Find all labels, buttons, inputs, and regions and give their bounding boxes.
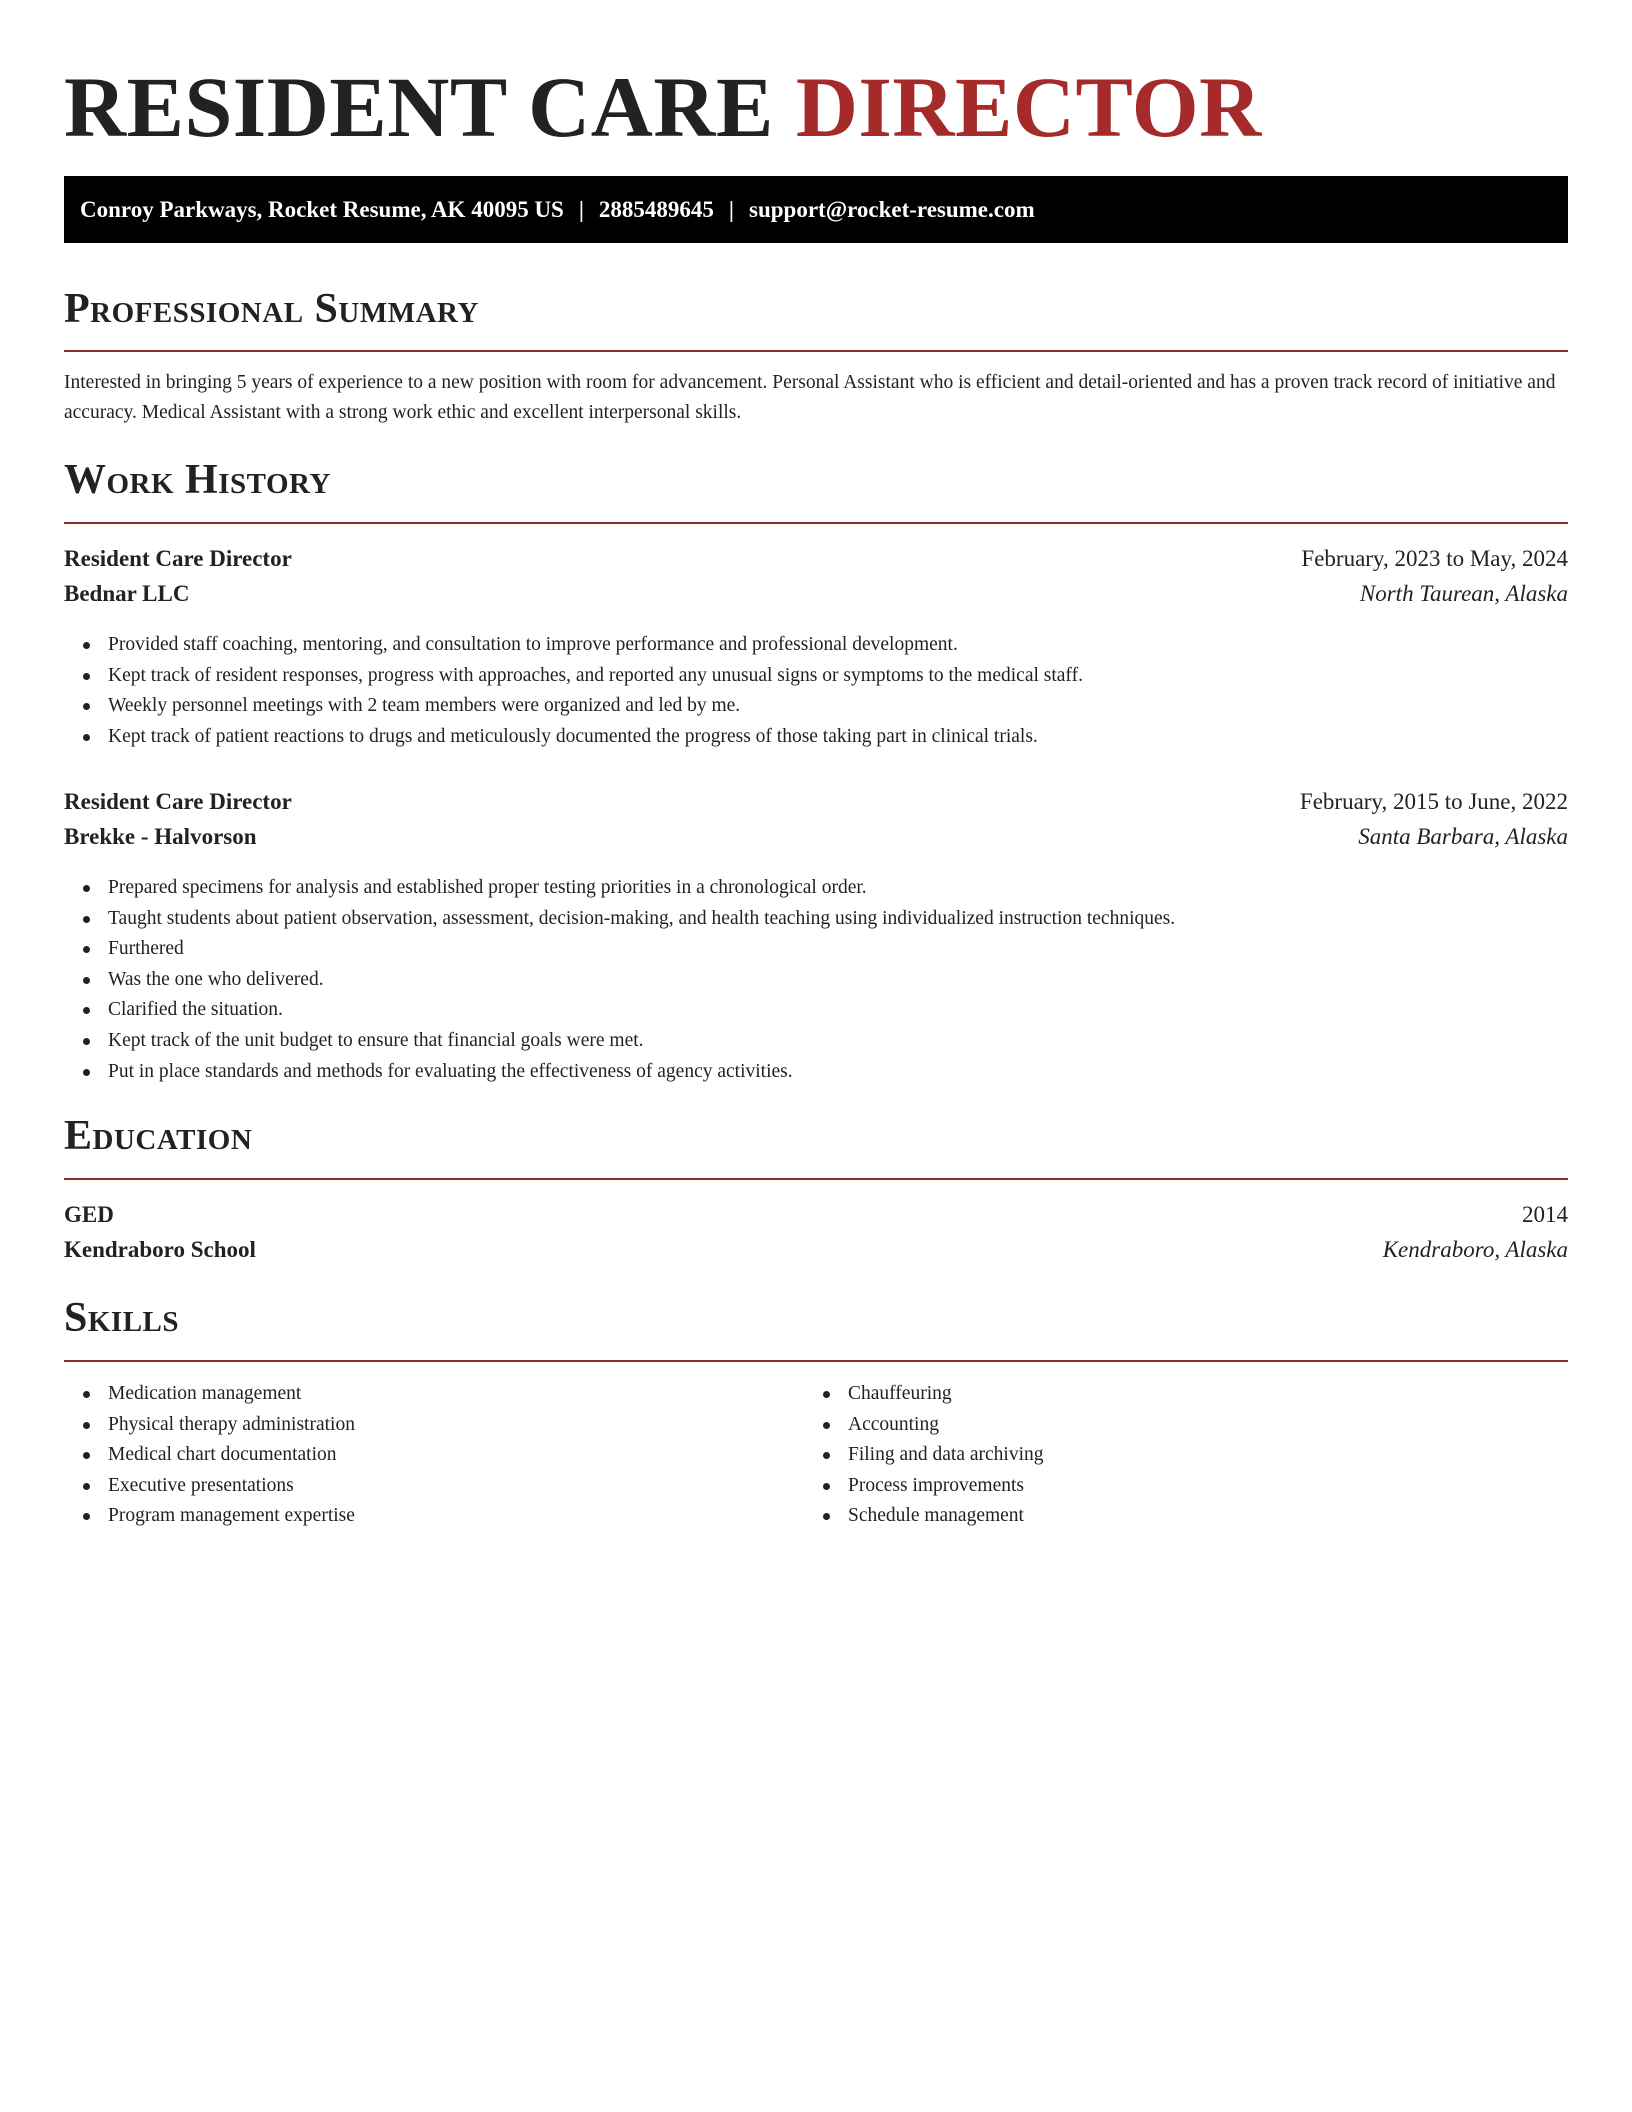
- list-item: Weekly personnel meetings with 2 team members were organized and led by me.: [108, 691, 1083, 722]
- list-item: Taught students about patient observation, assessment, decision-making, and health teaching using individualized instruction techniques.: [108, 904, 1175, 935]
- contact-phone: 2885489645: [598, 196, 714, 222]
- job-location: North Taurean, Alaska: [1359, 581, 1568, 606]
- summary-text: Interested in bringing 5 years of experience to a new position with room for advancement. Personal Assistant who is efficient and detail-oriented and has a proven track record of initiative and accuracy. Medical Assistant with a strong work ethic and excellent interpersonal skills.: [64, 372, 1556, 423]
- section-divider: [64, 350, 1568, 352]
- skill-item: Executive presentations: [108, 1471, 355, 1502]
- education-subheader: [64, 1235, 1568, 1265]
- title-accent: DIRECTOR: [795, 59, 1262, 155]
- section-divider: [64, 1178, 1568, 1180]
- list-item: Kept track of the unit budget to ensure that financial goals were met.: [108, 1026, 1175, 1057]
- education-school: Kendraboro School: [64, 1237, 256, 1262]
- education-header: [64, 1200, 1568, 1230]
- job-1-header: [64, 544, 1568, 574]
- skill-item: Filing and data archiving: [848, 1440, 1044, 1471]
- job-dates: February, 2015 to June, 2022: [1299, 789, 1568, 814]
- job-1-bullets: [64, 630, 1083, 752]
- skills-heading: Skills: [64, 1295, 180, 1341]
- job-title: Resident Care Director: [64, 546, 292, 571]
- list-item: Kept track of resident responses, progress with approaches, and reported any unusual signs or symptoms to the medical staff.: [108, 661, 1083, 692]
- education-degree: GED: [64, 1202, 114, 1227]
- title-main: RESIDENT CARE: [64, 59, 796, 155]
- list-item: Clarified the situation.: [108, 995, 1175, 1026]
- contact-email: support@rocket-resume.com: [749, 196, 1035, 222]
- job-title: Resident Care Director: [64, 789, 292, 814]
- job-location: Santa Barbara, Alaska: [1358, 824, 1568, 849]
- list-item: Provided staff coaching, mentoring, and consultation to improve performance and professional development.: [108, 630, 1083, 661]
- list-item: Prepared specimens for analysis and established proper testing priorities in a chronological order.: [108, 873, 1175, 904]
- job-company: Brekke - Halvorson: [64, 824, 257, 849]
- job-2-subheader: [64, 822, 1568, 852]
- list-item: Put in place standards and methods for evaluating the effectiveness of agency activities.: [108, 1057, 1175, 1088]
- job-1-subheader: [64, 579, 1568, 609]
- skills-list-right: [804, 1379, 1044, 1532]
- list-item: Furthered: [108, 934, 1175, 965]
- work-history-heading: Work History: [64, 457, 331, 503]
- skills-list-left: [64, 1379, 355, 1532]
- section-divider: [64, 1360, 1568, 1362]
- job-2-header: [64, 787, 1568, 817]
- skill-item: Accounting: [848, 1410, 1044, 1441]
- list-item: Kept track of patient reactions to drugs and meticulously documented the progress of those taking part in clinical trials.: [108, 722, 1083, 753]
- skill-item: Chauffeuring: [848, 1379, 1044, 1410]
- section-divider: [64, 522, 1568, 524]
- contact-address: Conroy Parkways, Rocket Resume, AK 40095 US: [80, 196, 564, 222]
- skill-item: Medication management: [108, 1379, 355, 1410]
- skill-item: Program management expertise: [108, 1501, 355, 1532]
- summary-heading: Professional Summary: [64, 286, 479, 332]
- skill-item: Schedule management: [848, 1501, 1044, 1532]
- education-year: 2014: [1522, 1202, 1568, 1227]
- job-company: Bednar LLC: [64, 581, 190, 606]
- resume-page: [64, 0, 1568, 1527]
- job-dates: February, 2023 to May, 2024: [1301, 546, 1568, 571]
- contact-bar: [64, 176, 1568, 243]
- education-heading: Education: [64, 1113, 253, 1159]
- contact-separator: |: [578, 196, 584, 222]
- skill-item: Physical therapy administration: [108, 1410, 355, 1441]
- contact-separator: |: [728, 196, 734, 222]
- resume-title: [64, 56, 1568, 159]
- list-item: Was the one who delivered.: [108, 965, 1175, 996]
- education-location: Kendraboro, Alaska: [1382, 1237, 1568, 1262]
- job-2-bullets: [64, 873, 1175, 1087]
- skill-item: Medical chart documentation: [108, 1440, 355, 1471]
- skill-item: Process improvements: [848, 1471, 1044, 1502]
